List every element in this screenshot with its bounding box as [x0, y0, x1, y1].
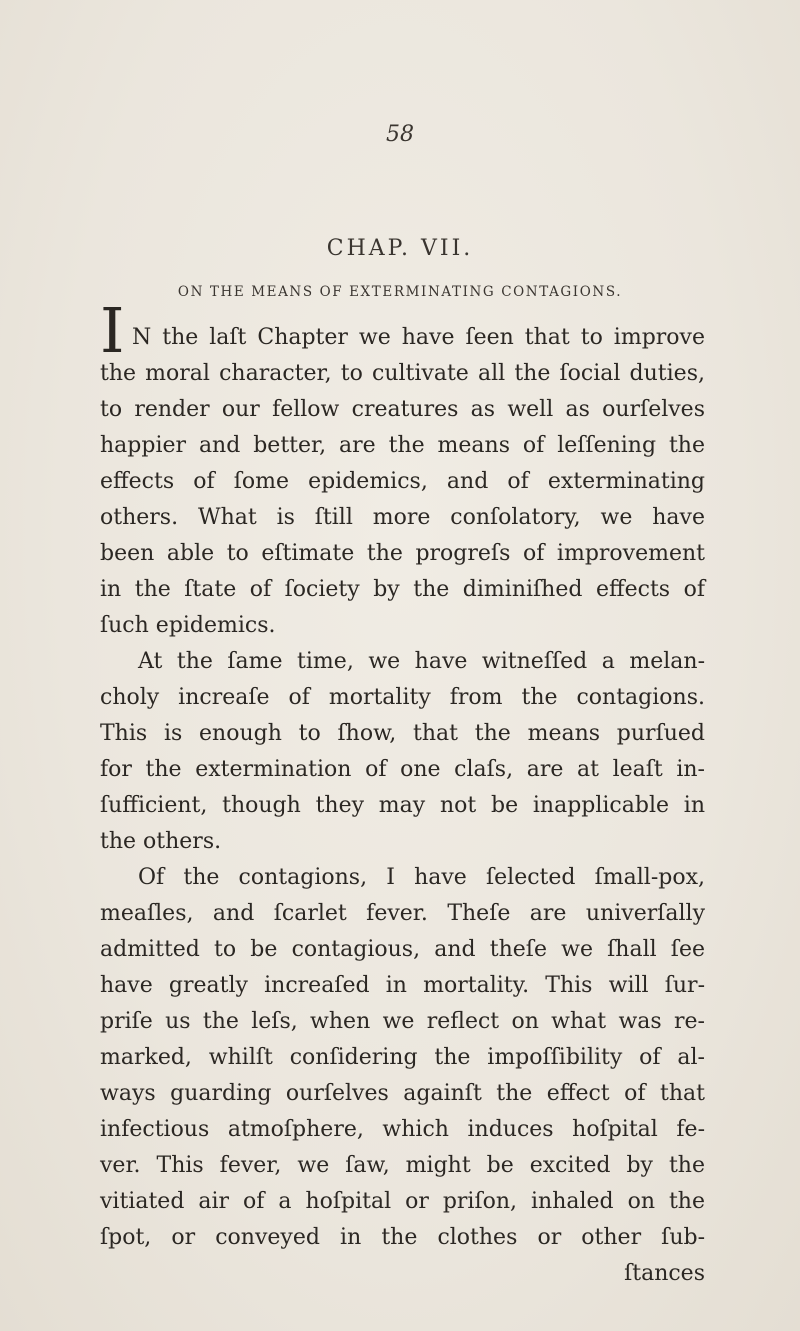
text-line: meaſles, and ſcarlet fever. Theſe are univerſally: [100, 901, 705, 926]
text-line: others. What is ſtill more conſolatory, we have: [100, 505, 705, 530]
text-line: ſpot, or conveyed in the clothes or other ſub-: [100, 1225, 705, 1250]
text-line: ver. This fever, we ſaw, might be excited by the: [100, 1153, 705, 1178]
text-line: admitted to be contagious, and theſe we ſhall ſee: [100, 937, 705, 962]
text-line: been able to eſtimate the progreſs of improvement: [100, 541, 705, 566]
text-line: happier and better, are the means of leſſening the: [100, 433, 705, 458]
text-line: the others.: [100, 829, 222, 854]
text-line: At the ſame time, we have witneſſed a melan-: [138, 649, 705, 674]
page-number: 58: [386, 122, 414, 147]
text-line: have greatly increaſed in mortality. This will ſur-: [100, 973, 705, 998]
text-line: to render our fellow creatures as well as ourſelves: [100, 397, 705, 422]
text-line: the moral character, to cultivate all the ſocial duties,: [100, 361, 705, 386]
chapter-title: CHAP. VII.: [326, 236, 474, 261]
text-line: ſuch epidemics.: [100, 613, 276, 638]
text-line: infectious atmoſphere, which induces hoſpital fe-: [100, 1117, 705, 1142]
catchword: ſtances: [624, 1261, 705, 1286]
text-line: Of the contagions, I have ſelected ſmall-pox,: [138, 865, 705, 890]
text-line: for the extermination of one claſs, are at leaſt in-: [100, 757, 705, 782]
drop-cap: I: [100, 294, 125, 367]
text-line: ſufficient, though they may not be inapplicable in: [100, 793, 705, 818]
text-line: marked, whilſt conſidering the impoſſibility of al-: [100, 1045, 705, 1070]
text-line: in the ſtate of ſociety by the diminiſhed effects of: [100, 577, 705, 602]
text-line: N the laſt Chapter we have ſeen that to improve: [132, 325, 705, 350]
text-line: priſe us the leſs, when we reflect on what was re-: [100, 1009, 705, 1034]
text-line: vitiated air of a hoſpital or priſon, inhaled on the: [100, 1189, 705, 1214]
text-line: choly increaſe of mortality from the contagions.: [100, 685, 705, 710]
text-line: ways guarding ourſelves againſt the effect of that: [100, 1081, 705, 1106]
text-line: This is enough to ſhow, that the means purſued: [100, 721, 705, 746]
chapter-subtitle: ON THE MEANS OF EXTERMINATING CONTAGIONS.: [177, 284, 623, 300]
text-line: effects of ſome epidemics, and of exterminating: [100, 469, 705, 494]
